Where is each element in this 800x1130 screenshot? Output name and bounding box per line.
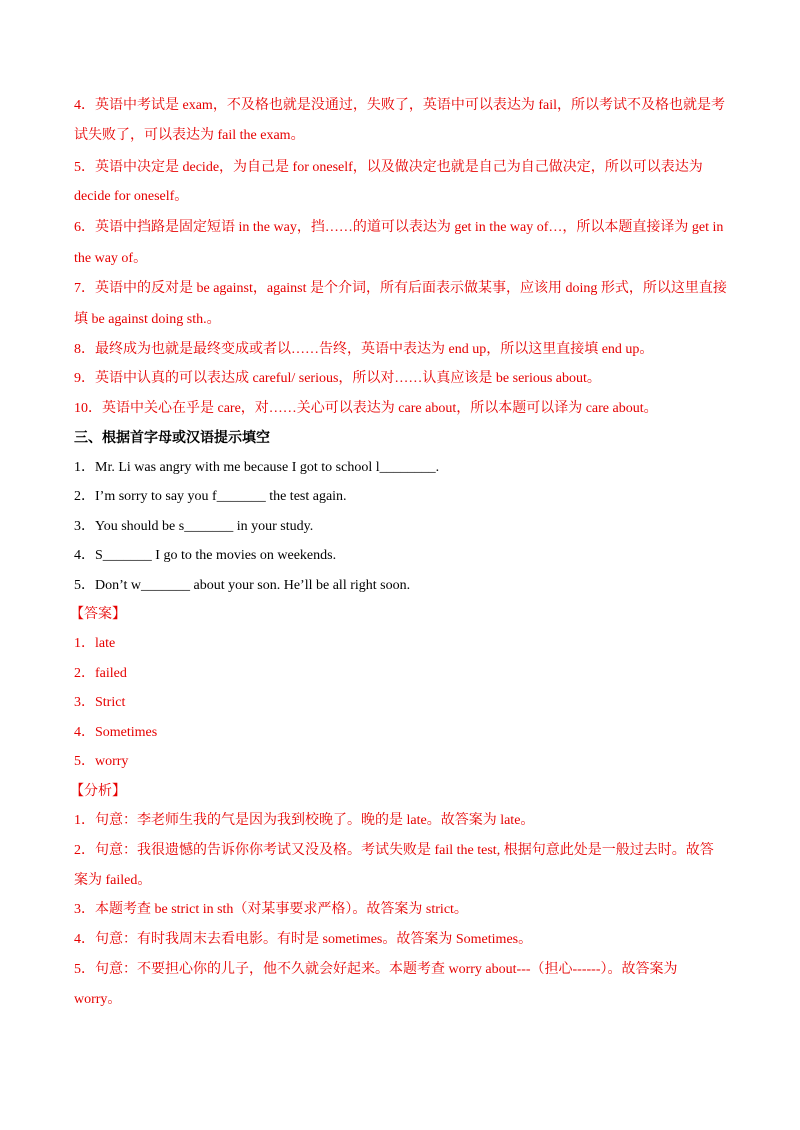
- analysis-item: 3．本题考查 be strict in sth（对某事要求严格）。故答案为 strict。: [74, 902, 468, 917]
- analysis-line-7b: 填 be against doing sth.。: [74, 312, 221, 327]
- answer-label: 【答案】: [70, 607, 126, 622]
- question-item: 1．Mr. Li was angry with me because I got to school l________.: [74, 460, 440, 475]
- analysis-line-4b: 试失败了，可以表达为 fail the exam。: [74, 128, 305, 143]
- analysis-item: 2．句意：我很遗憾的告诉你你考试又没及格。考试失败是 fail the test, 根据句意此处是一般过去时。故答: [74, 843, 714, 858]
- analysis-line-6b: the way of。: [74, 251, 148, 266]
- question-item: 4．S_______ I go to the movies on weekends.: [74, 548, 337, 563]
- answer-item: 2．failed: [74, 666, 127, 681]
- analysis-item: 5．句意：不要担心你的儿子，他不久就会好起来。本题考查 worry about---（担心------）。故答案为: [74, 962, 678, 977]
- analysis-line-4a: 4．英语中考试是 exam，不及格也就是没通过，失败了，英语中可以表达为 fail，所以考试不及格也就是考: [74, 98, 725, 113]
- analysis-item: worry。: [74, 992, 122, 1007]
- question-item: 2．I’m sorry to say you f_______ the test again.: [74, 489, 347, 504]
- section-heading: 三、根据首字母或汉语提示填空: [74, 431, 270, 446]
- analysis-line-10: 10．英语中关心在乎是 care，对……关心可以表达为 care about，所以本题可以译为 care about。: [74, 401, 658, 416]
- analysis-item: 案为 failed。: [74, 873, 152, 888]
- analysis-line-6a: 6．英语中挡路是固定短语 in the way，挡……的道可以表达为 get in the way of…，所以本题直接译为 get in: [74, 220, 724, 235]
- analysis-line-5a: 5．英语中决定是 decide，为自己是 for oneself，以及做决定也就是自己为自己做决定，所以可以表达为: [74, 160, 703, 175]
- answer-item: 1．late: [74, 636, 116, 651]
- answer-item: 5．worry: [74, 754, 129, 769]
- question-item: 3．You should be s_______ in your study.: [74, 519, 314, 534]
- analysis-label: 【分析】: [70, 784, 126, 799]
- analysis-line-8: 8．最终成为也就是最终变成或者以……告终，英语中表达为 end up，所以这里直接填 end up。: [74, 342, 654, 357]
- answer-item: 3．Strict: [74, 695, 126, 710]
- analysis-item: 1．句意：李老师生我的气是因为我到校晚了。晚的是 late。故答案为 late。: [74, 813, 535, 828]
- analysis-line-9: 9．英语中认真的可以表达成 careful/ serious，所以对……认真应该是 be serious about。: [74, 371, 601, 386]
- analysis-line-5b: decide for oneself。: [74, 189, 189, 204]
- answer-item: 4．Sometimes: [74, 725, 158, 740]
- analysis-line-7a: 7．英语中的反对是 be against，against 是个介词，所有后面表示做某事，应该用 doing 形式，所以这里直接: [74, 281, 727, 296]
- analysis-item: 4．句意：有时我周末去看电影。有时是 sometimes。故答案为 Sometimes。: [74, 932, 533, 947]
- question-item: 5．Don’t w_______ about your son. He’ll be all right soon.: [74, 578, 411, 593]
